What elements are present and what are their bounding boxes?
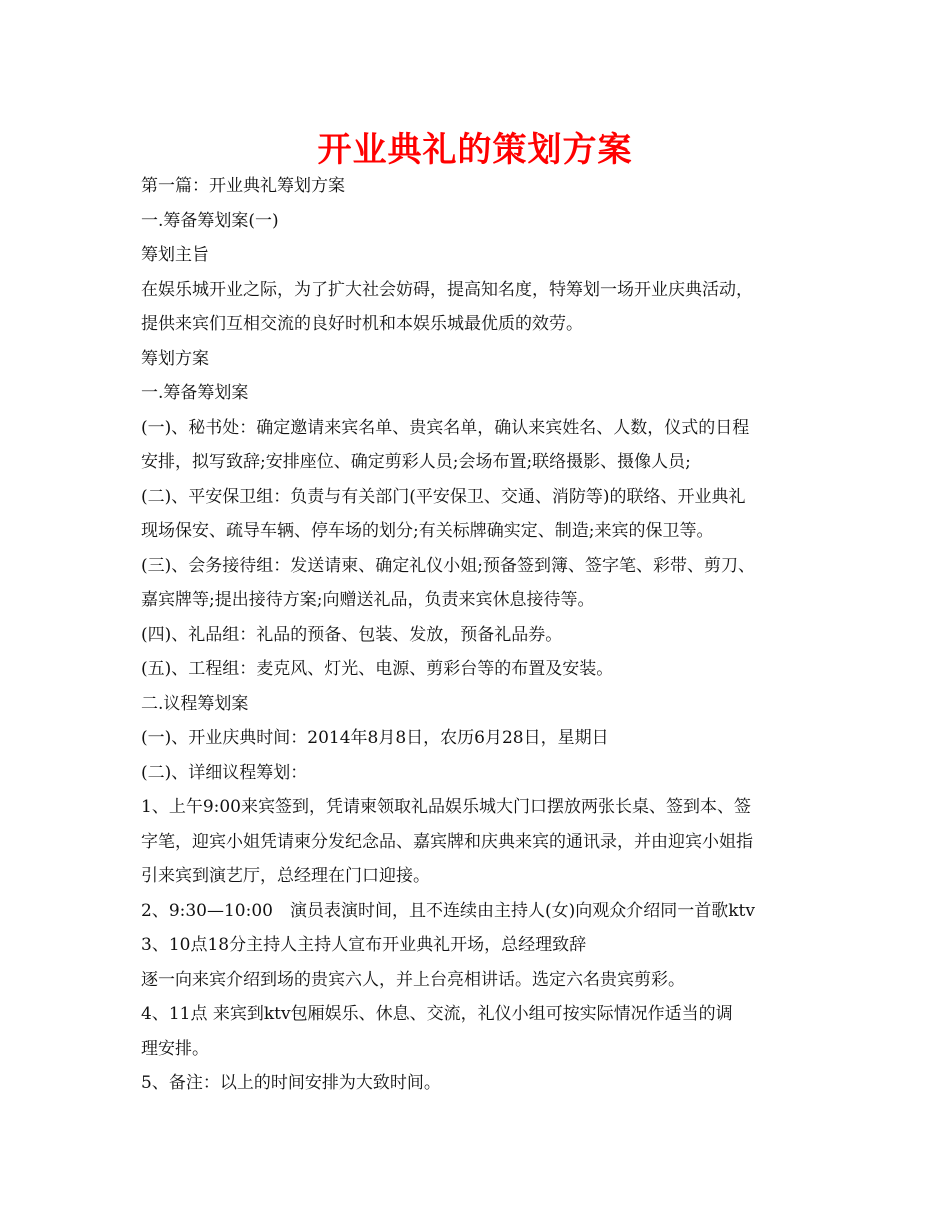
document-title: 开业典礼的策划方案 <box>317 130 633 170</box>
paragraph-line: (五)、工程组：麦克风、灯光、电源、剪彩台等的布置及安装。 <box>141 659 614 679</box>
paragraph-line: (三)、会务接待组：发送请柬、确定礼仪小姐;预备签到簿、签字笔、彩带、剪刀、 <box>141 555 755 576</box>
paragraph-line: (一)、开业庆典时间：2014年8月8日，农历6月28日，星期日 <box>141 728 609 748</box>
paragraph-line: 提供来宾们互相交流的良好时机和本娱乐城最优质的效劳。 <box>141 314 583 334</box>
paragraph-line: (二)、详细议程筹划： <box>141 762 308 783</box>
paragraph-line: (一)、秘书处：确定邀请来宾名单、贵宾名单，确认来宾姓名、人数，仪式的日程 <box>141 417 750 438</box>
paragraph-line: (二)、平安保卫组：负责与有关部门(平安保卫、交通、消防等)的联络、开业典礼 <box>141 486 746 507</box>
paragraph-line: 2、9:30—10:00 演员表演时间，且不连续由主持人(女)向观众介绍同一首歌ktv <box>141 900 755 921</box>
paragraph-line: (四)、礼品组：礼品的预备、包装、发放，预备礼品券。 <box>141 624 563 645</box>
paragraph-line: 筹划主旨 <box>141 245 209 265</box>
paragraph-line: 二.议程筹划案 <box>141 693 249 714</box>
paragraph-line: 筹划方案 <box>141 348 209 369</box>
paragraph-line: 一.筹备筹划案(一) <box>141 210 279 231</box>
paragraph-line: 理安排。 <box>141 1038 209 1059</box>
paragraph-line: 嘉宾牌等;提出接待方案;向赠送礼品，负责来宾休息接待等。 <box>141 590 595 610</box>
paragraph-line: 引来宾到演艺厅，总经理在门口迎接。 <box>141 866 430 886</box>
paragraph-line: 现场保安、疏导车辆、停车场的划分;有关标牌确实定、制造;来宾的保卫等。 <box>141 521 714 541</box>
document-body <box>141 172 831 1104</box>
paragraph-line: 字笔，迎宾小姐凭请柬分发纪念品、嘉宾牌和庆典来宾的通讯录，并由迎宾小姐指 <box>141 831 753 852</box>
paragraph-line: 4、11点 来宾到ktv包厢娱乐、休息、交流，礼仪小组可按实际情况作适当的调 <box>141 1004 733 1024</box>
paragraph-line: 安排，拟写致辞;安排座位、确定剪彩人员;会场布置;联络摄影、摄像人员; <box>141 452 691 472</box>
paragraph-line: 逐一向来宾介绍到场的贵宾六人，并上台亮相讲话。选定六名贵宾剪彩。 <box>141 969 685 990</box>
paragraph-line: 5、备注：以上的时间安排为大致时间。 <box>141 1073 441 1093</box>
paragraph-line: 3、10点18分主持人主持人宣布开业典礼开场，总经理致辞 <box>141 935 587 955</box>
paragraph-line: 第一篇：开业典礼筹划方案 <box>141 176 345 196</box>
paragraph-line: 1、上午9:00来宾签到，凭请柬领取礼品娱乐城大门口摆放两张长桌、签到本、签 <box>141 797 751 817</box>
paragraph-line: 一.筹备筹划案 <box>141 383 249 403</box>
paragraph-line: 在娱乐城开业之际，为了扩大社会妨碍，提高知名度，特筹划一场开业庆典活动， <box>141 279 753 300</box>
